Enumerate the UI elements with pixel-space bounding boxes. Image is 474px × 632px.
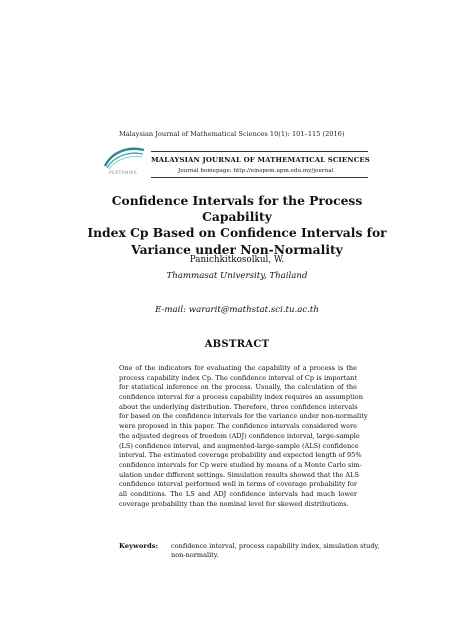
header-rule-bottom	[151, 177, 368, 178]
abstract-line: for based on the confidence intervals for the variance under non-normality	[119, 412, 368, 421]
abstract-line: for statistical inference on the process. Usually, the calculation of the	[119, 383, 357, 392]
title-line: Index Cp Based on Confidence Intervals for	[87, 225, 387, 241]
abstract-heading: ABSTRACT	[204, 339, 270, 350]
abstract-line: confidence interval performed well in terms of coverage probability for	[119, 480, 357, 489]
pertanika-logo-icon	[102, 144, 146, 184]
title-line: Variance under Non-Normality	[131, 241, 343, 257]
keywords-label: Keywords:	[119, 542, 159, 550]
author-email: E-mail: wararit@mathstat.sci.tu.ac.th	[155, 305, 319, 315]
abstract-body	[119, 364, 368, 509]
abstract-line: (LS) confidence interval, and augmented-large-sample (ALS) confidence	[119, 441, 359, 450]
author-affiliation: Thammasat University, Thailand	[166, 271, 308, 281]
abstract-line: about the underlying distribution. Therefore, three confidence intervals	[119, 402, 358, 411]
paper-title	[80, 193, 394, 258]
pertanika-logo	[102, 144, 146, 184]
abstract-line: coverage probability than the nominal level for skewed distributions.	[119, 499, 349, 508]
author-name: Panichkitkosolkul, W.	[189, 255, 285, 265]
abstract-line: ulation under different settings. Simulation results showed that the ALS	[119, 470, 359, 479]
abstract-line: process capability index Cp. The confidence interval of Cp is important	[119, 373, 357, 382]
abstract-line: One of the indicators for evaluating the capability of a process is the	[119, 364, 357, 372]
abstract-line: confidence intervals for Cp were studied by means of a Monte Carlo sim-	[119, 460, 362, 469]
abstract-line: interval. The estimated coverage probability and expected length of 95%	[119, 451, 362, 460]
journal-header	[102, 144, 368, 186]
journal-citation: Malaysian Journal of Mathematical Sciences 10(1): 101–115 (2016)	[119, 130, 345, 138]
keywords-line: confidence interval, process capability index, simulation study,	[171, 542, 380, 550]
keywords-line: non-normality.	[171, 551, 219, 560]
abstract-line: were proposed in this paper. The confidence intervals considered were	[119, 422, 357, 431]
abstract-line: confidence interval for a process capability index requires an assumption	[119, 393, 363, 402]
abstract-line: all conditions. The LS and ADJ confidence intervals had much lower	[119, 489, 357, 498]
logo-wordmark: PERTANIKA	[109, 170, 138, 175]
abstract-line: the adjusted degrees of freedom (ADJ) confidence interval, large-sample	[119, 431, 360, 440]
journal-homepage: Journal homepage: http://einspem.upm.edu.my/journal	[178, 168, 334, 174]
header-rule-top	[151, 151, 368, 152]
title-line: Confidence Intervals for the Process Capability	[111, 193, 363, 225]
journal-name: MALAYSIAN JOURNAL OF MATHEMATICAL SCIENCES	[151, 156, 370, 164]
